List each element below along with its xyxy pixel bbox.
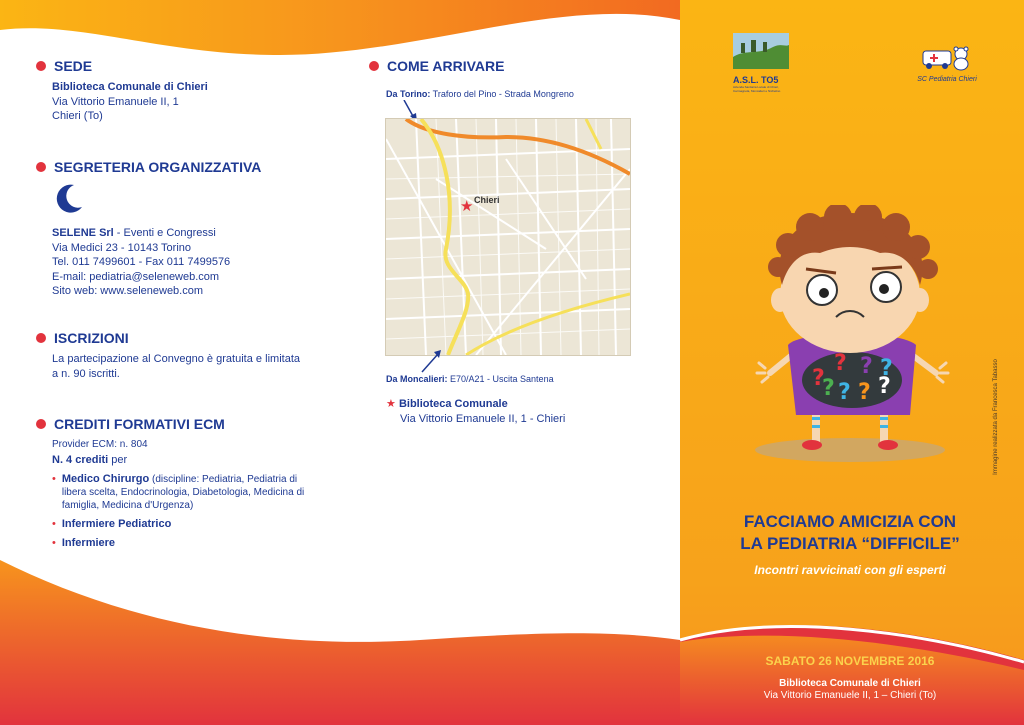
credit-item-bold: Infermiere xyxy=(61,537,116,549)
svg-text:?: ? xyxy=(834,351,847,376)
selene-moon-icon xyxy=(56,183,84,213)
sede-line3: Chieri (To) xyxy=(52,110,103,122)
selene-address: Via Medici 23 - 10143 Torino xyxy=(52,241,192,254)
venue-line2: Via Vittorio Emanuele II, 1 – Chieri (To) xyxy=(763,690,937,701)
credit-item-rest: (discipline: Pediatria, Pediatria di libera scelta, Endocrinologia, Diabetologia, Medicina di famiglia, Medicina d'Urgenza) xyxy=(61,474,305,511)
sc-name: SC Pediatria Chieri xyxy=(917,76,977,83)
asl-sub: Azienda Sanitaria Locale di Chieri, Carmagnola, Moncalieri e Nichelino xyxy=(733,85,781,93)
place-address: Via Vittorio Emanuele II, 1 - Chieri xyxy=(400,412,566,425)
da-moncalieri xyxy=(386,374,554,384)
sede-line1: Biblioteca Comunale di Chieri xyxy=(52,81,208,93)
subtitle: Incontri ravvicinati con gli esperti xyxy=(754,563,946,577)
asl-landscape-icon xyxy=(733,33,789,69)
svg-text:?: ? xyxy=(860,354,873,379)
title-line2: LA PEDIATRIA “DIFFICILE” xyxy=(740,534,960,553)
torino-label: Da Torino: xyxy=(386,89,431,99)
sede-heading: SEDE xyxy=(54,58,93,74)
selene-web: Sito web: www.seleneweb.com xyxy=(52,285,204,297)
title-block xyxy=(700,511,1000,577)
selene-email: E-mail: pediatria@seleneweb.com xyxy=(52,270,220,283)
asl-name: A.S.L. TO5 xyxy=(733,75,779,85)
crediti-section xyxy=(36,416,306,556)
selene-company: SELENE Srl xyxy=(52,227,114,239)
segreteria-section xyxy=(36,159,306,299)
sede-section xyxy=(36,58,306,124)
bullet-dot xyxy=(36,162,46,172)
svg-text:?: ? xyxy=(822,376,835,401)
iscrizioni-section xyxy=(36,330,306,381)
moncalieri-text: E70/A21 - Uscita Santena xyxy=(447,374,554,384)
svg-text:?: ? xyxy=(858,380,871,405)
city-map xyxy=(385,118,631,356)
bullet-dot xyxy=(36,419,46,429)
asl-logo xyxy=(733,33,793,93)
da-torino xyxy=(386,89,574,99)
svg-text:?: ? xyxy=(812,366,825,391)
image-credit: Immagine realizzata da Francesca Tabasso xyxy=(993,359,999,475)
come-arrivare-section xyxy=(369,58,639,74)
svg-text:?: ? xyxy=(878,374,891,399)
event-date: SABATO 26 NOVEMBRE 2016 xyxy=(765,654,935,668)
place-star-icon: ★ xyxy=(386,398,396,410)
ambulance-bear-icon xyxy=(921,45,973,71)
bullet-dot xyxy=(369,61,379,71)
segreteria-heading: SEGRETERIA ORGANIZZATIVA xyxy=(54,159,262,175)
selene-company-suffix: - Eventi e Congressi xyxy=(113,227,216,239)
moncalieri-label: Da Moncalieri: xyxy=(386,374,448,384)
torino-text: Traforo del Pino - Strada Mongreno xyxy=(430,89,574,99)
list-item: • Infermiere Pediatrico xyxy=(52,518,172,530)
crediti-number: N. 4 crediti xyxy=(52,453,109,466)
bullet-dot xyxy=(36,333,46,343)
title-line1: FACCIAMO AMICIZIA CON xyxy=(743,512,957,531)
map-drawing xyxy=(386,119,630,355)
crediti-heading: CREDITI FORMATIVI ECM xyxy=(54,416,225,432)
svg-text:?: ? xyxy=(880,356,893,381)
venue-line1: Biblioteca Comunale di Chieri xyxy=(779,678,921,689)
map-star-icon: ★ xyxy=(460,198,474,215)
crediti-provider: Provider ECM: n. 804 xyxy=(52,439,148,450)
iscrizioni-text: La partecipazione al Convegno è gratuita e limitata a n. 90 iscritti. xyxy=(52,353,300,380)
child-illustration xyxy=(740,205,968,465)
credit-item-bold: Infermiere Pediatrico xyxy=(61,518,172,530)
sede-line2: Via Vittorio Emanuele II, 1 xyxy=(52,95,179,108)
place-name: Biblioteca Comunale xyxy=(398,398,508,410)
list-item: • Infermiere xyxy=(52,537,116,549)
svg-text:?: ? xyxy=(838,380,851,405)
iscrizioni-heading: ISCRIZIONI xyxy=(54,330,129,346)
sc-pediatria-logo xyxy=(912,45,982,83)
credit-item-bold: Medico Chirurgo xyxy=(61,473,150,485)
crediti-per: per xyxy=(108,453,128,466)
come-arrivare-heading: COME ARRIVARE xyxy=(387,58,505,74)
place-info xyxy=(386,397,565,426)
image-credit-wrapper xyxy=(986,340,998,500)
selene-tel: Tel. 011 7499601 - Fax 011 7499576 xyxy=(52,256,231,268)
list-item: • Medico Chirurgo (discipline: Pediatria, Pediatria di libera scelta, Endocrinologia, Diabetologia, Medicina di famiglia, Medicina d'Urgenza) xyxy=(52,473,305,511)
bullet-dot xyxy=(36,61,46,71)
arrow-moncalieri-icon xyxy=(420,348,444,374)
map-city-label: Chieri xyxy=(474,195,500,205)
event-info xyxy=(700,654,1000,701)
